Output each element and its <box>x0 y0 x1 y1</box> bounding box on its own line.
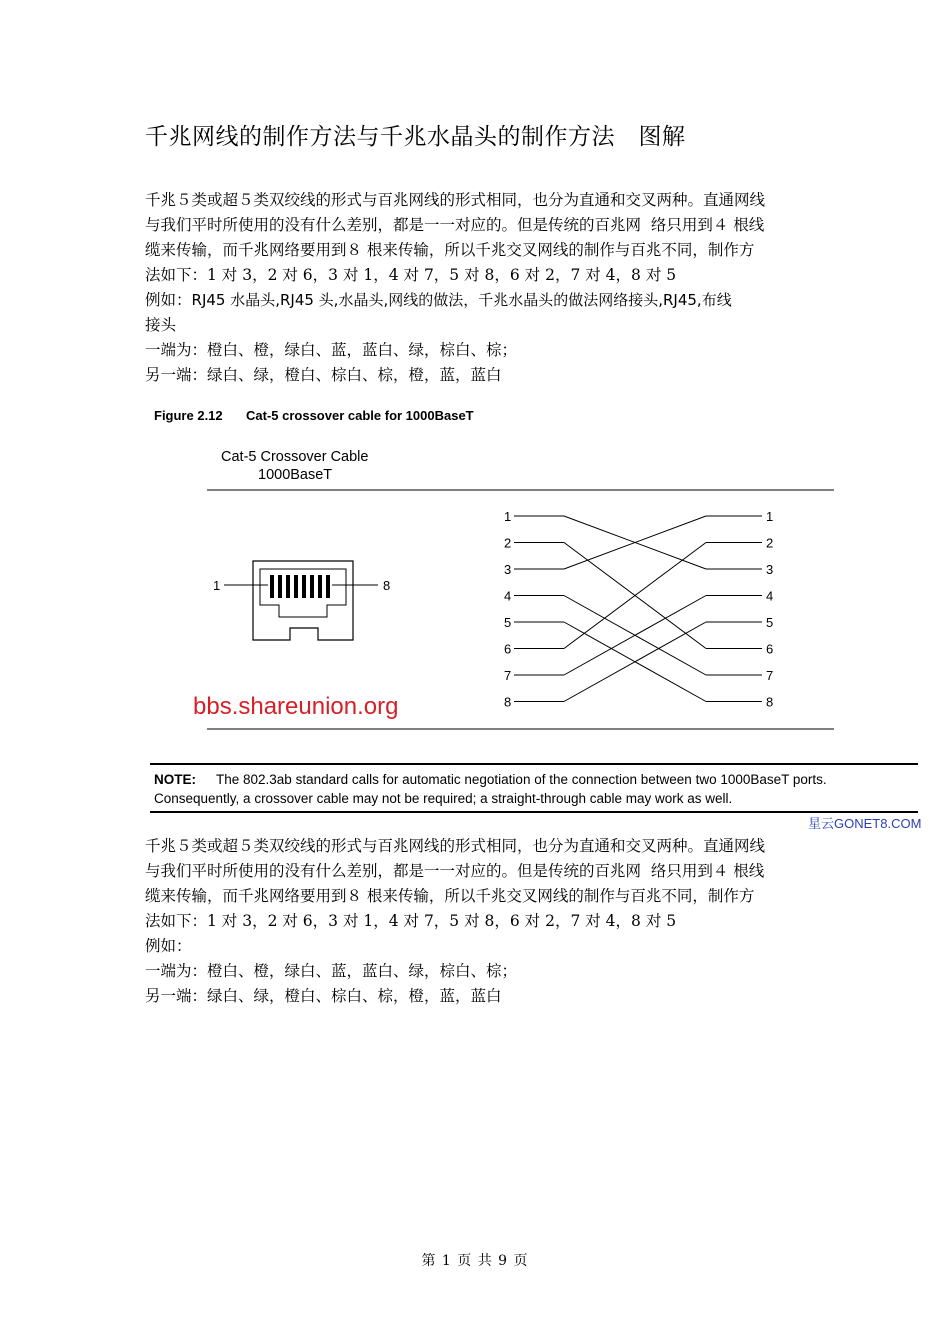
pin-left-label: 3 <box>504 562 512 577</box>
note-line-2: Consequently, a crossover cable may not be required; a straight-through cable may work as well. <box>154 791 733 806</box>
paragraph-line: 法如下：1 对 3，2 对 6，3 对 1，4 对 7，5 对 8，6 对 2，7 对 4，8 对 5 <box>145 266 677 284</box>
page-title: 千兆网线的制作方法与千兆水晶头的制作方法 图解 <box>145 124 686 150</box>
rj45-connector-icon <box>224 561 378 640</box>
note-line-1: The 802.3ab standard calls for automatic negotiation of the connection between two 1000BaseT ports. <box>216 772 827 787</box>
example-keywords: RJ45 水晶头,RJ45 头,水晶头,网线的做法，千兆水晶头的做法网络接头,RJ45,布线 <box>191 291 732 309</box>
page-footer: 第 1 页 共 9 页 <box>421 1253 529 1269</box>
pin-right-label: 4 <box>766 588 774 604</box>
figure-caption-text: Cat-5 crossover cable for 1000BaseT <box>246 408 474 423</box>
paragraph-line: 与我们平时所使用的没有什么差别，都是一一对应的。但是传统的百兆网 络只用到４ 根线 <box>145 216 765 234</box>
section-2 <box>145 834 825 1009</box>
section-1 <box>145 188 825 388</box>
pin-diagram <box>504 509 773 710</box>
paragraph-line: 千兆５类或超５类双绞线的形式与百兆网线的形式相同，也分为直通和交叉两种。直通网线 <box>145 837 766 855</box>
pin-left-label: 2 <box>504 535 512 551</box>
figure-caption-label: Figure 2.12 <box>154 408 223 423</box>
end-a-colors: 一端为：橙白、橙，绿白、蓝，蓝白、绿，棕白、棕； <box>145 341 518 359</box>
pin-left-label: 4 <box>504 588 512 604</box>
paragraph-line: 缆来传输，而千兆网络要用到８ 根来传输，所以千兆交叉网线的制作与百兆不同，制作方 <box>145 887 755 905</box>
site-watermark: 星云GONET8.COM <box>808 816 922 831</box>
example-line: 例如： <box>145 937 192 955</box>
pin-right-label: 7 <box>766 668 774 683</box>
paragraph-line: 千兆５类或超５类双绞线的形式与百兆网线的形式相同，也分为直通和交叉两种。直通网线 <box>145 191 766 209</box>
pin-left-label: 5 <box>504 615 512 630</box>
example-line-2: 接头 <box>145 316 177 334</box>
pin-left-label: 8 <box>504 694 512 710</box>
paragraph-line: 缆来传输，而千兆网络要用到８ 根来传输，所以千兆交叉网线的制作与百兆不同，制作方 <box>145 241 755 259</box>
watermark: bbs.shareunion.org <box>193 693 399 720</box>
connector-right-label: 8 <box>383 578 391 593</box>
pin-right-label: 8 <box>766 694 774 710</box>
pin-right-label: 5 <box>766 615 774 630</box>
note-label: NOTE: <box>154 772 196 787</box>
example-line <box>145 288 825 313</box>
crossover-figure <box>0 398 950 838</box>
pin-left-label: 7 <box>504 668 512 683</box>
paragraph-line: 与我们平时所使用的没有什么差别，都是一一对应的。但是传统的百兆网 络只用到４ 根线 <box>145 862 765 880</box>
paragraph-line: 法如下：1 对 3，2 对 6，3 对 1，4 对 7，5 对 8，6 对 2，7 对 4，8 对 5 <box>145 912 677 930</box>
example-prefix: 例如： <box>145 291 192 309</box>
pin-right-label: 6 <box>766 641 774 657</box>
pin-left-label: 6 <box>504 641 512 657</box>
end-b-colors: 另一端：绿白、绿，橙白、棕白、棕，橙，蓝，蓝白 <box>145 987 502 1005</box>
pin-right-label: 2 <box>766 535 774 551</box>
figure-subheading: 1000BaseT <box>258 467 333 483</box>
pin-left-label: 1 <box>504 509 512 524</box>
end-a-colors: 一端为：橙白、橙，绿白、蓝，蓝白、绿，棕白、棕； <box>145 962 518 980</box>
figure-heading: Cat-5 Crossover Cable <box>221 449 369 465</box>
pin-right-label: 1 <box>766 509 774 524</box>
pin-right-label: 3 <box>766 562 774 577</box>
end-b-colors: 另一端：绿白、绿，橙白、棕白、棕，橙，蓝，蓝白 <box>145 366 502 384</box>
connector-left-label: 1 <box>213 578 221 593</box>
